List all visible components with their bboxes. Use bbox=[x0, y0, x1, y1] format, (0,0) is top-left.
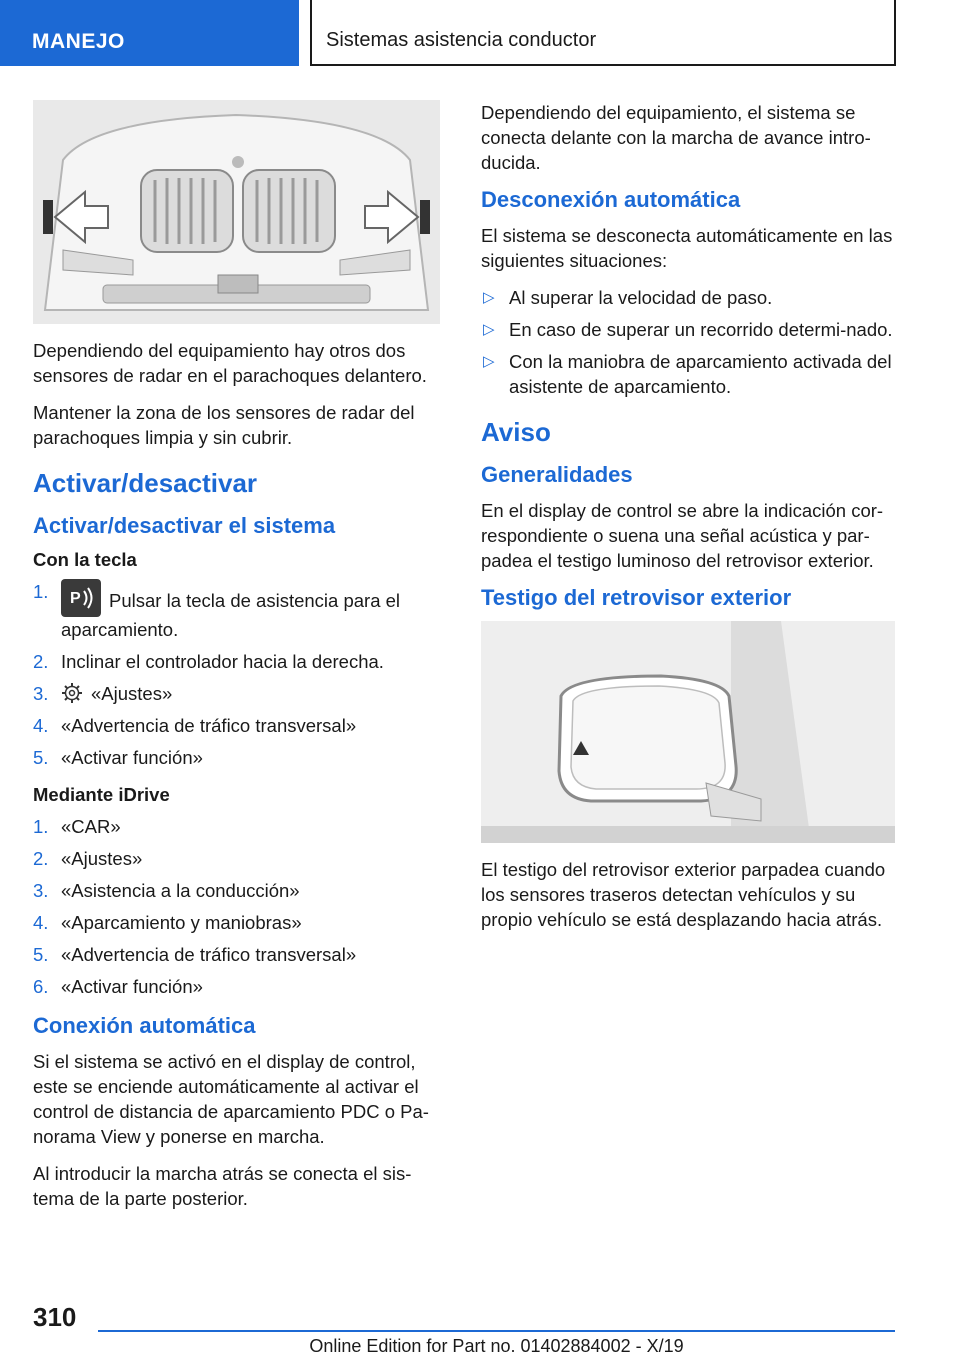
park-assist-button-icon bbox=[61, 579, 101, 617]
svg-text:P: P bbox=[70, 590, 81, 607]
triangle-bullet-icon: ▷ bbox=[483, 321, 495, 338]
triangle-bullet-icon: ▷ bbox=[483, 289, 495, 306]
list-item bbox=[33, 974, 440, 999]
heading-testigo: Testigo del retrovisor exterior bbox=[481, 585, 792, 610]
list-item bbox=[33, 681, 440, 706]
step-text: «Asistencia a la conducción» bbox=[61, 880, 300, 901]
step-number: 1. bbox=[33, 816, 49, 837]
list-item bbox=[33, 814, 440, 839]
list-item bbox=[33, 713, 440, 738]
step-number: 1. bbox=[33, 581, 49, 602]
tecla-steps bbox=[33, 579, 440, 770]
list-item bbox=[33, 878, 440, 903]
conexion-text-1: Si el sistema se activó en el display de control, este se enciende automáticamente al activar el control de distancia de aparcamiento PDC o Pa-norama View y ponerse en marcha. bbox=[33, 1051, 429, 1147]
front-connect-text: Dependiendo del equipamiento, el sistema se conecta delante con la marcha de avance intro-ducida. bbox=[481, 102, 871, 173]
step-text: «Advertencia de tráfico transversal» bbox=[61, 715, 357, 736]
heading-activar: Activar/desactivar bbox=[33, 468, 258, 498]
page-header bbox=[0, 0, 960, 66]
bullet-text: Con la maniobra de aparcamiento activada del asistente de aparcamiento. bbox=[509, 351, 892, 397]
step-number: 3. bbox=[33, 683, 49, 704]
desconexion-text: El sistema se desconecta automáticamente en las siguientes situaciones: bbox=[481, 225, 893, 271]
right-column bbox=[481, 100, 895, 944]
bullet-text: Al superar la velocidad de paso. bbox=[509, 287, 773, 308]
heading-generalidades: Generalidades bbox=[481, 462, 633, 487]
footer-divider bbox=[98, 1330, 895, 1332]
step-text: Inclinar el controlador hacia la derecha. bbox=[61, 651, 384, 672]
step-number: 2. bbox=[33, 651, 49, 672]
list-item bbox=[33, 579, 440, 642]
list-item bbox=[33, 846, 440, 871]
heading-desconexion: Desconexión automática bbox=[481, 187, 741, 212]
section-label: MANEJO bbox=[0, 0, 299, 66]
step-text: «Advertencia de tráfico transversal» bbox=[61, 944, 357, 965]
step-number: 4. bbox=[33, 715, 49, 736]
footer-edition: Online Edition for Part no. 01402884002 - X/19 bbox=[309, 1336, 684, 1356]
step-text: «Activar función» bbox=[61, 747, 203, 768]
figure-caption: Dependiendo del equipamiento hay otros dos sensores de radar en el parachoques delantero. bbox=[33, 340, 427, 386]
generalidades-text: En el display de control se abre la indicación cor-respondiente o suena una señal acústica y par-padea el testigo luminoso del retrovisor exterior. bbox=[481, 500, 884, 571]
list-item bbox=[33, 910, 440, 935]
gear-icon bbox=[61, 682, 83, 704]
step-text: «Activar función» bbox=[61, 976, 203, 997]
sensor-note: Mantener la zona de los sensores de radar del parachoques limpia y sin cubrir. bbox=[33, 402, 415, 448]
idrive-steps bbox=[33, 814, 440, 999]
step-number: 2. bbox=[33, 848, 49, 869]
list-item bbox=[481, 349, 895, 399]
step-text: «CAR» bbox=[61, 816, 121, 837]
heading-conexion: Conexión automática bbox=[33, 1013, 256, 1038]
triangle-bullet-icon: ▷ bbox=[483, 353, 495, 370]
step-text: «Ajustes» bbox=[61, 848, 143, 869]
step-number: 4. bbox=[33, 912, 49, 933]
list-item bbox=[33, 649, 440, 674]
left-column bbox=[33, 100, 440, 1223]
heading-idrive: Mediante iDrive bbox=[33, 784, 170, 805]
list-item bbox=[33, 745, 440, 770]
step-number: 5. bbox=[33, 944, 49, 965]
heading-aviso: Aviso bbox=[481, 417, 551, 447]
bullet-text: En caso de superar un recorrido determi-nado. bbox=[509, 319, 893, 340]
step-number: 5. bbox=[33, 747, 49, 768]
step-text: «Aparcamiento y maniobras» bbox=[61, 912, 302, 933]
list-item bbox=[33, 942, 440, 967]
page-number: 310 bbox=[33, 1302, 77, 1332]
desconexion-list bbox=[481, 285, 895, 399]
step-number: 3. bbox=[33, 880, 49, 901]
list-item bbox=[481, 285, 895, 310]
step-text: Pulsar la tecla de asistencia para el aparcamiento. bbox=[61, 590, 401, 640]
front-bumper-illustration bbox=[33, 100, 440, 324]
list-item bbox=[481, 317, 895, 342]
heading-activar-sistema: Activar/desactivar el sistema bbox=[33, 513, 336, 538]
chapter-title: Sistemas asistencia conductor bbox=[310, 0, 896, 66]
side-mirror-illustration bbox=[481, 621, 895, 843]
step-text: «Ajustes» bbox=[91, 683, 173, 704]
conexion-text-2: Al introducir la marcha atrás se conecta el sis-tema de la parte posterior. bbox=[33, 1163, 412, 1209]
heading-con-tecla: Con la tecla bbox=[33, 549, 137, 570]
testigo-text: El testigo del retrovisor exterior parpadea cuando los sensores traseros detectan vehículos y su propio vehículo se está desplazando hacia atrás. bbox=[481, 859, 886, 930]
step-number: 6. bbox=[33, 976, 49, 997]
